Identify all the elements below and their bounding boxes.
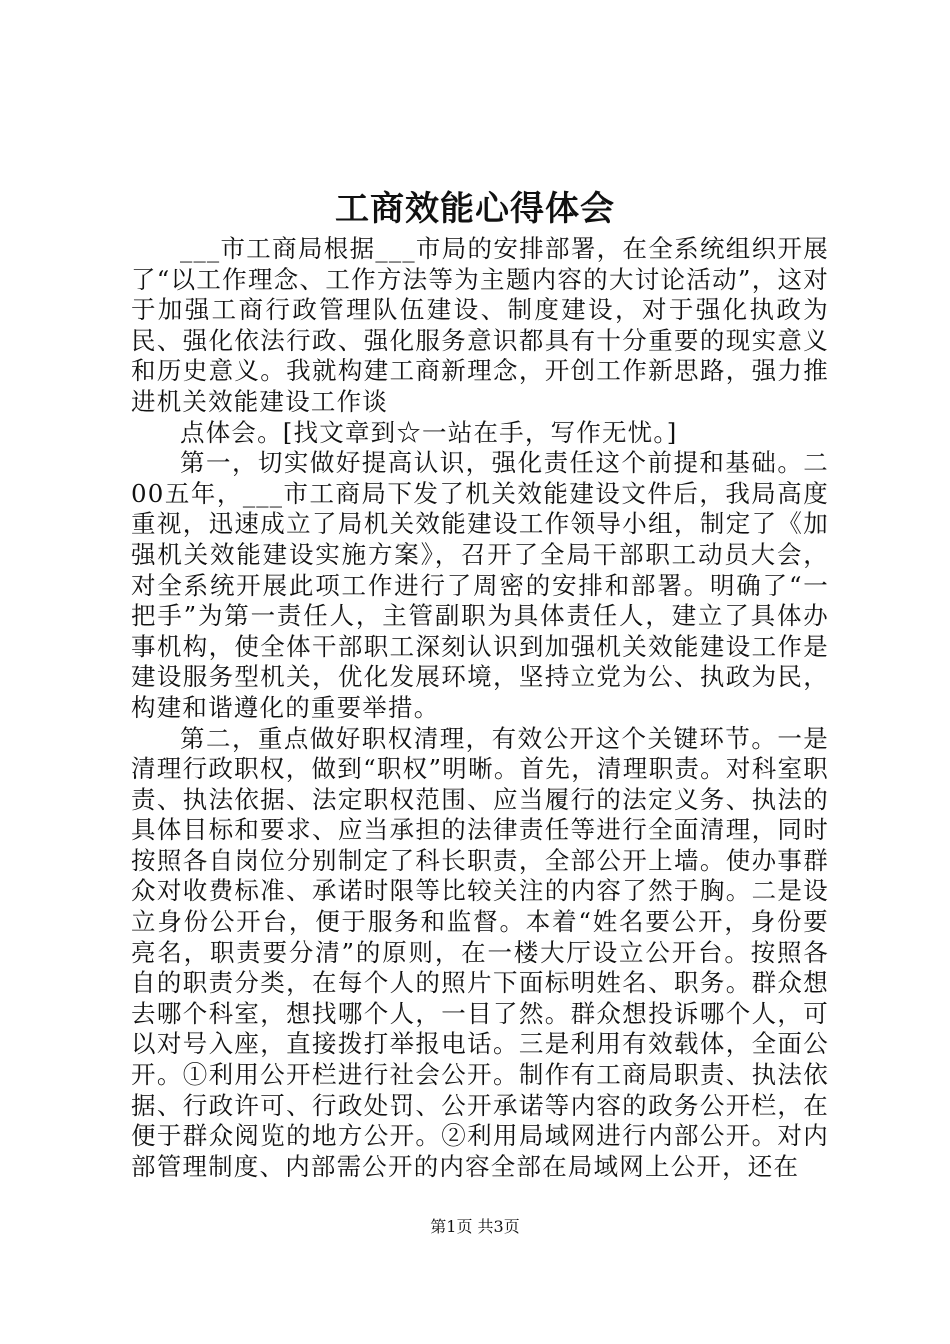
- paragraph-note: 点体会。[找文章到☆一站在手，写作无忧。]: [180, 417, 678, 447]
- paragraph-intro: ___市工商局根据___市局的安排部署，在全系统组织开展了“以工作理念、工作方法等为主题内容的大讨论活动”，这对于加强工商行政管理队伍建设、制度建设，对于强化执政为民、强化依法行政、强化服务意识都具有十分重要的现实意义和历史意义。我就构建工商新理念，开创工作新思路，强力推进机关效能建设工作谈: [131, 234, 829, 416]
- paragraph-first-point: 第一，切实做好提高认识，强化责任这个前提和基础。二00五年，___市工商局下发了机关效能建设文件后，我局高度重视，迅速成立了局机关效能建设工作领导小组，制定了《加强机关效能建设实施方案》，召开了全局干部职工动员大会，对全系统开展此项工作进行了周密的安排和部署。明确了“一把手”为第一责任人，主管副职为具体责任人，建立了具体办事机构，使全体干部职工深刻认识到加强机关效能建设工作是建设服务型机关，优化发展环境，坚持立党为公、执政为民，构建和谐遵化的重要举措。: [131, 448, 829, 722]
- page-footer: 第1页 共3页: [430, 1217, 520, 1236]
- document-title: 工商效能心得体会: [335, 189, 615, 229]
- document-body: [131, 234, 829, 1182]
- paragraph-second-point: 第二，重点做好职权清理，有效公开这个关键环节。一是清理行政职权，做到“职权”明晰。首先，清理职责。对科室职责、执法依据、法定职权范围、应当履行的法定义务、执法的具体目标和要求、应当承担的法律责任等进行全面清理，同时按照各自岗位分别制定了科长职责，全部公开上墙。使办事群众对收费标准、承诺时限等比较关注的内容了然于胸。二是设立身份公开台，便于服务和监督。本着“姓名要公开，身份要亮名，职责要分清”的原则，在一楼大厅设立公开台。按照各自的职责分类，在每个人的照片下面标明姓名、职务。群众想去哪个科室，想找哪个人，一目了然。群众想投诉哪个人，可以对号入座，直接拨打举报电话。三是利用有效载体，全面公开。①利用公开栏进行社会公开。制作有工商局职责、执法依据、行政许可、行政处罚、公开承诺等内容的政务公开栏，在便于群众阅览的地方公开。②利用局域网进行内部公开。对内部管理制度、内部需公开的内容全部在局域网上公开，还在: [131, 723, 829, 1181]
